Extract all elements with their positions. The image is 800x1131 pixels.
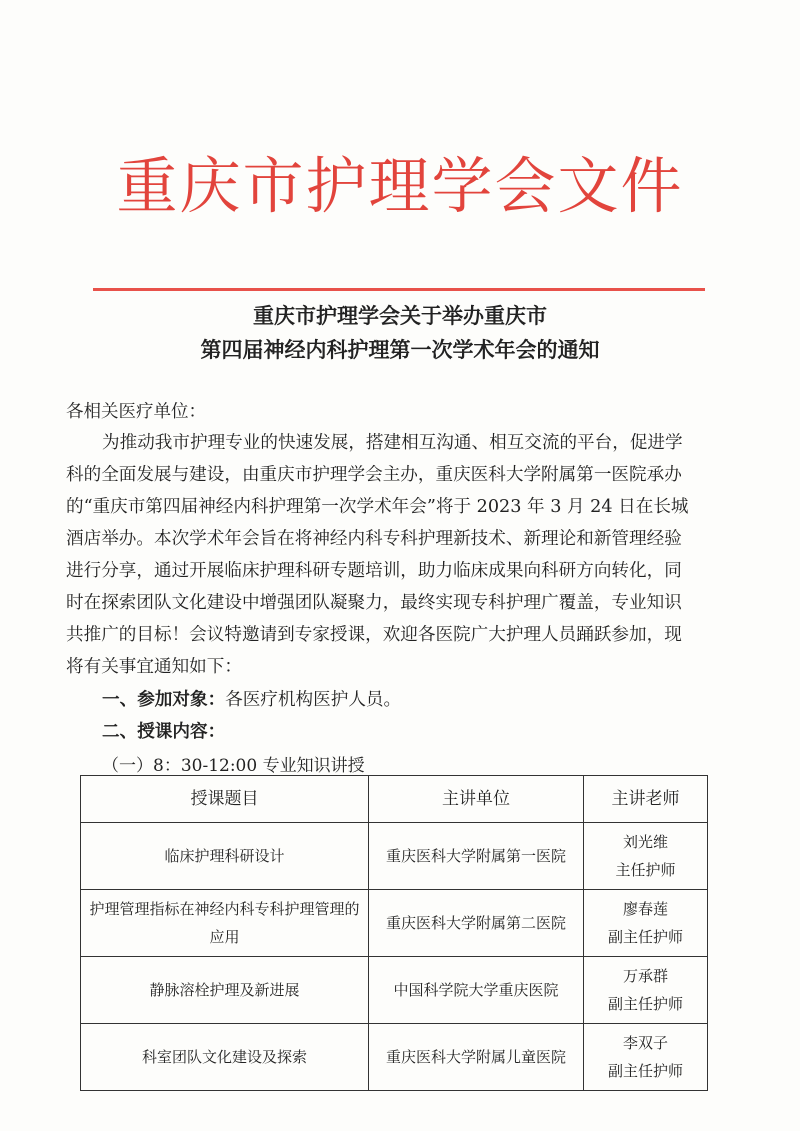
table-row (81, 823, 708, 890)
teacher-title: 副主任护师 (607, 995, 683, 1013)
section-course-content-label: 二、授课内容： (102, 722, 226, 742)
cell-teacher (584, 890, 708, 957)
teacher-name: 万承群 (622, 967, 668, 985)
session-subheading: （一）8：30-12:00 专业知识讲授 (102, 756, 365, 776)
cell-teacher (584, 823, 708, 890)
notice-title-line2: 第四届神经内科护理第一次学术年会的通知 (200, 338, 600, 362)
cell-unit: 重庆医科大学附属第二医院 (369, 890, 584, 957)
body-paragraph-line: 共推广的目标！会议特邀请到专家授课，欢迎各医院广大护理人员踊跃参加，现 (66, 625, 682, 645)
teacher-title: 副主任护师 (607, 928, 683, 946)
body-paragraph-line: 酒店举办。本次学术年会旨在将神经内科专科护理新技术、新理论和新管理经验 (66, 529, 682, 549)
body-paragraph-line: 进行分享，通过开展临床护理科研专题培训，助力临床成果向科研方向转化，同 (66, 561, 682, 581)
section-participants (102, 686, 401, 711)
teacher-name: 李双子 (622, 1034, 668, 1052)
cell-topic: 临床护理科研设计 (81, 823, 369, 890)
body-paragraph-line: 为推动我市护理专业的快速发展，搭建相互沟通、相互交流的平台，促进学 (102, 433, 683, 453)
table-row (81, 1024, 708, 1091)
teacher-name: 刘光维 (622, 833, 668, 851)
body-paragraph-line: 将有关事宜通知如下： (66, 657, 242, 677)
table-header-row (81, 776, 708, 823)
teacher-title: 副主任护师 (607, 1062, 683, 1080)
document-header-title: 重庆市护理学会文件 (116, 151, 684, 222)
header-topic: 授课题目 (81, 776, 369, 823)
teacher-name: 廖春莲 (622, 900, 668, 918)
body-paragraph-line: 的“重庆市第四届神经内科护理第一次学术年会”将于 2023 年 3 月 24 日在长城 (66, 497, 689, 517)
cell-topic: 护理管理指标在神经内科专科护理管理的应用 (81, 890, 369, 957)
body-paragraph-line: 时在探索团队文化建设中增强团队凝聚力，最终实现专科护理广覆盖，专业知识 (66, 593, 682, 613)
table-row (81, 890, 708, 957)
section-participants-label: 一、参加对象： (102, 690, 226, 710)
header-teacher: 主讲老师 (584, 776, 708, 823)
section-course-content (102, 718, 225, 743)
header-divider (93, 288, 705, 291)
salutation: 各相关医疗单位： (66, 402, 206, 422)
section-participants-text: 各医疗机构医护人员。 (225, 690, 402, 710)
cell-teacher (584, 957, 708, 1024)
cell-teacher (584, 1024, 708, 1091)
teacher-title: 主任护师 (615, 861, 676, 879)
body-paragraph-line: 科的全面发展与建设，由重庆市护理学会主办，重庆医科大学附属第一医院承办 (66, 465, 682, 485)
cell-topic: 科室团队文化建设及探索 (81, 1024, 369, 1091)
cell-topic: 静脉溶栓护理及新进展 (81, 957, 369, 1024)
cell-unit: 重庆医科大学附属第一医院 (369, 823, 584, 890)
table-row (81, 957, 708, 1024)
header-unit: 主讲单位 (369, 776, 584, 823)
cell-unit: 中国科学院大学重庆医院 (369, 957, 584, 1024)
course-table (80, 775, 708, 1091)
cell-unit: 重庆医科大学附属儿童医院 (369, 1024, 584, 1091)
notice-title-line1: 重庆市护理学会关于举办重庆市 (253, 304, 547, 328)
